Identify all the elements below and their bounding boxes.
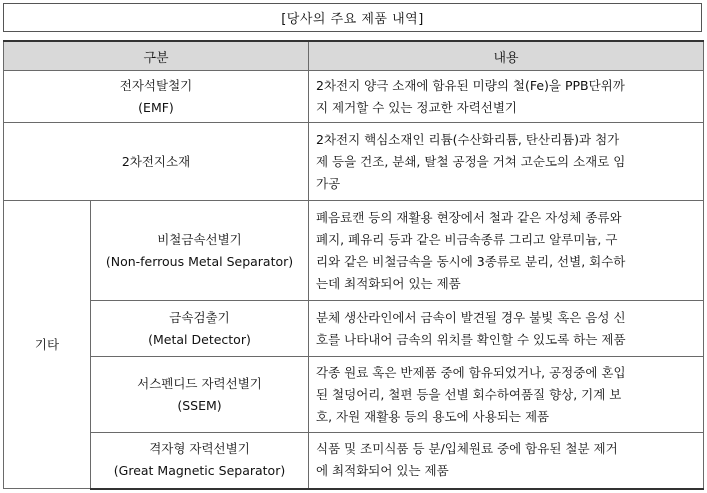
table-row	[4, 357, 704, 433]
product-description	[309, 301, 704, 357]
product-name: 격자형 자력선별기	[149, 441, 250, 457]
product-subname: (Metal Detector)	[148, 331, 251, 347]
description-line: 된 철덩어리, 철편 등을 선별 회수하여품질 향상, 기계 보	[316, 386, 622, 402]
table-row	[4, 301, 704, 357]
table-row	[4, 201, 704, 301]
description-line: 식품 및 조미식품 등 분/입체원료 중에 함유된 철분 제거	[316, 441, 618, 457]
product-name: 서스펜디드 자력선별기	[137, 375, 262, 391]
product-name-cell	[91, 301, 309, 357]
description-line: 제 등을 건조, 분쇄, 탈철 공정을 거쳐 고순도의 소재로 임	[316, 153, 626, 169]
product-name-cell	[91, 433, 309, 489]
table-row	[4, 433, 704, 489]
description-line: 분체 생산라인에서 금속이 발견될 경우 불빛 혹은 음성 신	[316, 309, 626, 325]
description-line: 호를 나타내어 금속의 위치를 확인할 수 있도록 하는 제품	[316, 331, 626, 347]
product-subname: (Non-ferrous Metal Separator)	[105, 253, 294, 269]
table-caption: [당사의 주요 제품 내역]	[3, 3, 702, 32]
description-line: 가공	[316, 175, 341, 191]
header-content: 내용	[309, 41, 704, 71]
product-subname: (EMF)	[138, 99, 174, 115]
description-line: 폐지, 폐유리 등과 같은 비금속종류 그리고 알루미늄, 구	[316, 231, 618, 247]
description-line: 폐음료캔 등의 재활용 현장에서 철과 같은 자성체 종류와	[316, 209, 622, 225]
product-description	[309, 433, 704, 489]
product-name-cell	[4, 123, 309, 201]
product-description	[309, 201, 704, 301]
product-subname: (SSEM)	[177, 397, 222, 413]
product-name-cell	[4, 71, 309, 123]
table-row	[4, 123, 704, 201]
product-name: 2차전지소재	[121, 153, 191, 169]
header-row	[4, 41, 704, 71]
header-category: 구분	[4, 41, 309, 71]
product-name: 비철금속선별기	[157, 231, 242, 247]
description-line: 는데 최적화되어 있는 제품	[316, 275, 461, 291]
product-name: 전자석탈철기	[119, 77, 193, 93]
description-line: 에 최적화되어 있는 제품	[316, 463, 449, 479]
group-label-other: 기타	[4, 201, 91, 489]
product-table	[3, 40, 704, 490]
product-description	[309, 71, 704, 123]
product-name: 금속검출기	[169, 309, 230, 325]
product-description	[309, 123, 704, 201]
description-line: 각종 원료 혹은 반제품 중에 함유되었거나, 공정중에 혼입	[316, 364, 626, 380]
description-line: 리와 같은 비철금속을 동시에 3종류로 분리, 선별, 회수하	[316, 253, 626, 269]
product-subname: (Great Magnetic Separator)	[113, 463, 286, 479]
description-line: 호, 자원 재활용 등의 용도에 사용되는 제품	[316, 408, 550, 424]
description-line: 지 제거할 수 있는 정교한 자력선별기	[316, 99, 517, 115]
product-name-cell	[91, 201, 309, 301]
table-row	[4, 71, 704, 123]
product-name-cell	[91, 357, 309, 433]
description-line: 2차전지 양극 소재에 함유된 미량의 철(Fe)을 PPB단위까	[316, 77, 625, 93]
description-line: 2차전지 핵심소재인 리튬(수산화리튬, 탄산리튬)과 첨가	[316, 131, 620, 147]
product-description	[309, 357, 704, 433]
